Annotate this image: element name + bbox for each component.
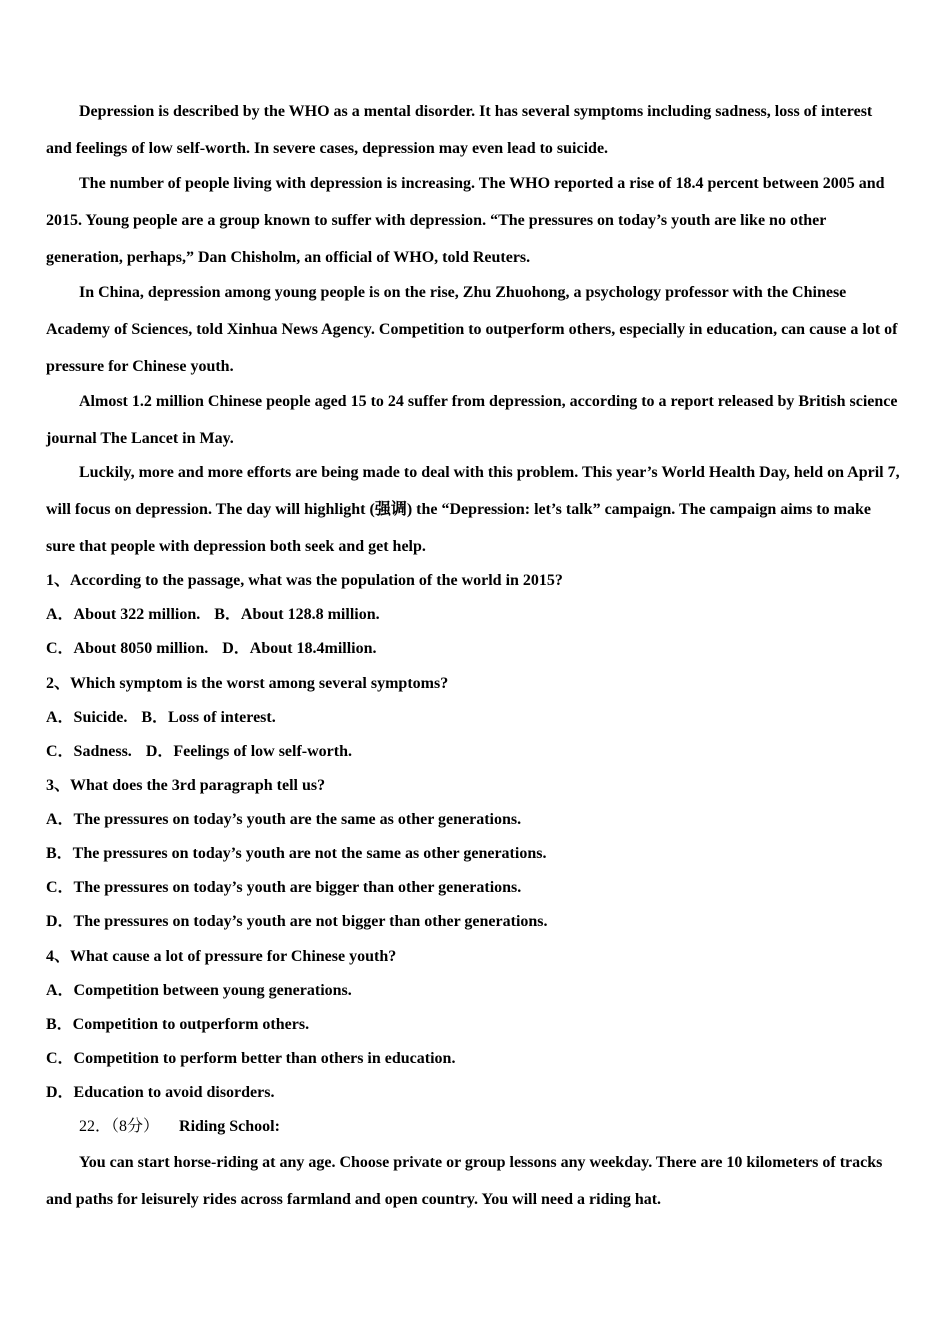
- passage-paragraph: The number of people living with depression is increasing. The WHO reported a rise of 18.4 percent between 2005 and 2015. Young people are a group known to suffer with depression. “The pressures on today’s youth are like no other generation, perhaps,” Dan Chisholm, an official of WHO, told Reuters.: [46, 175, 885, 266]
- section-paragraph: You can start horse-riding at any age. Choose private or group lessons any weekday. There are 10 kilometers of tracks and paths for leisurely rides across farmland and open country. You will need a riding hat.: [46, 1154, 883, 1208]
- option-c: C．About 8050 million.: [46, 640, 209, 657]
- option-row: [46, 605, 380, 625]
- option-row: [46, 708, 276, 728]
- question-stem: 2、Which symptom is the worst among several symptoms?: [46, 675, 449, 692]
- question-stem: 1、According to the passage, what was the population of the world in 2015?: [46, 572, 563, 589]
- section-number: 22．（8分）: [79, 1118, 160, 1135]
- option-c: C．The pressures on today’s youth are bigger than other generations.: [46, 879, 522, 896]
- option-b: B．About 128.8 million.: [214, 606, 380, 623]
- question-stem: 4、What cause a lot of pressure for Chinese youth?: [46, 948, 397, 965]
- section-heading: [79, 1117, 280, 1137]
- option-row: [46, 742, 352, 762]
- option-c: C．Sadness.: [46, 743, 132, 760]
- question-stem: 3、What does the 3rd paragraph tell us?: [46, 777, 326, 794]
- option-a: A．Competition between young generations.: [46, 982, 352, 999]
- option-b: B．Loss of interest.: [141, 709, 276, 726]
- option-d: D．Feelings of low self-worth.: [145, 743, 353, 760]
- option-d: D．About 18.4million.: [222, 640, 377, 657]
- option-row: [46, 639, 377, 659]
- passage-paragraph: In China, depression among young people is on the rise, Zhu Zhuohong, a psychology professor with the Chinese Academy of Sciences, told Xinhua News Agency. Competition to outperform others, especially in education, can cause a lot of pressure for Chinese youth.: [46, 284, 898, 375]
- passage-paragraph: Depression is described by the WHO as a mental disorder. It has several symptoms including sadness, loss of interest and feelings of low self-worth. In severe cases, depression may even lead to suicide.: [46, 103, 873, 157]
- option-b: B．The pressures on today’s youth are not the same as other generations.: [46, 845, 547, 862]
- section-title: Riding School:: [179, 1118, 280, 1135]
- option-d: D．The pressures on today’s youth are not bigger than other generations.: [46, 913, 548, 930]
- option-c: C．Competition to perform better than others in education.: [46, 1050, 456, 1067]
- option-a: A．About 322 million.: [46, 606, 201, 623]
- passage-paragraph: Almost 1.2 million Chinese people aged 15 to 24 suffer from depression, according to a report released by British science journal The Lancet in May.: [46, 393, 898, 447]
- passage-paragraph: Luckily, more and more efforts are being made to deal with this problem. This year’s World Health Day, held on April 7, will focus on depression. The day will highlight (强调) the “Depression: let’s talk” campaign. The campaign aims to make sure that people with depression both seek and get help.: [46, 464, 900, 555]
- option-a: A．The pressures on today’s youth are the same as other generations.: [46, 811, 522, 828]
- option-d: D．Education to avoid disorders.: [46, 1084, 275, 1101]
- option-a: A．Suicide.: [46, 709, 128, 726]
- option-b: B．Competition to outperform others.: [46, 1016, 310, 1033]
